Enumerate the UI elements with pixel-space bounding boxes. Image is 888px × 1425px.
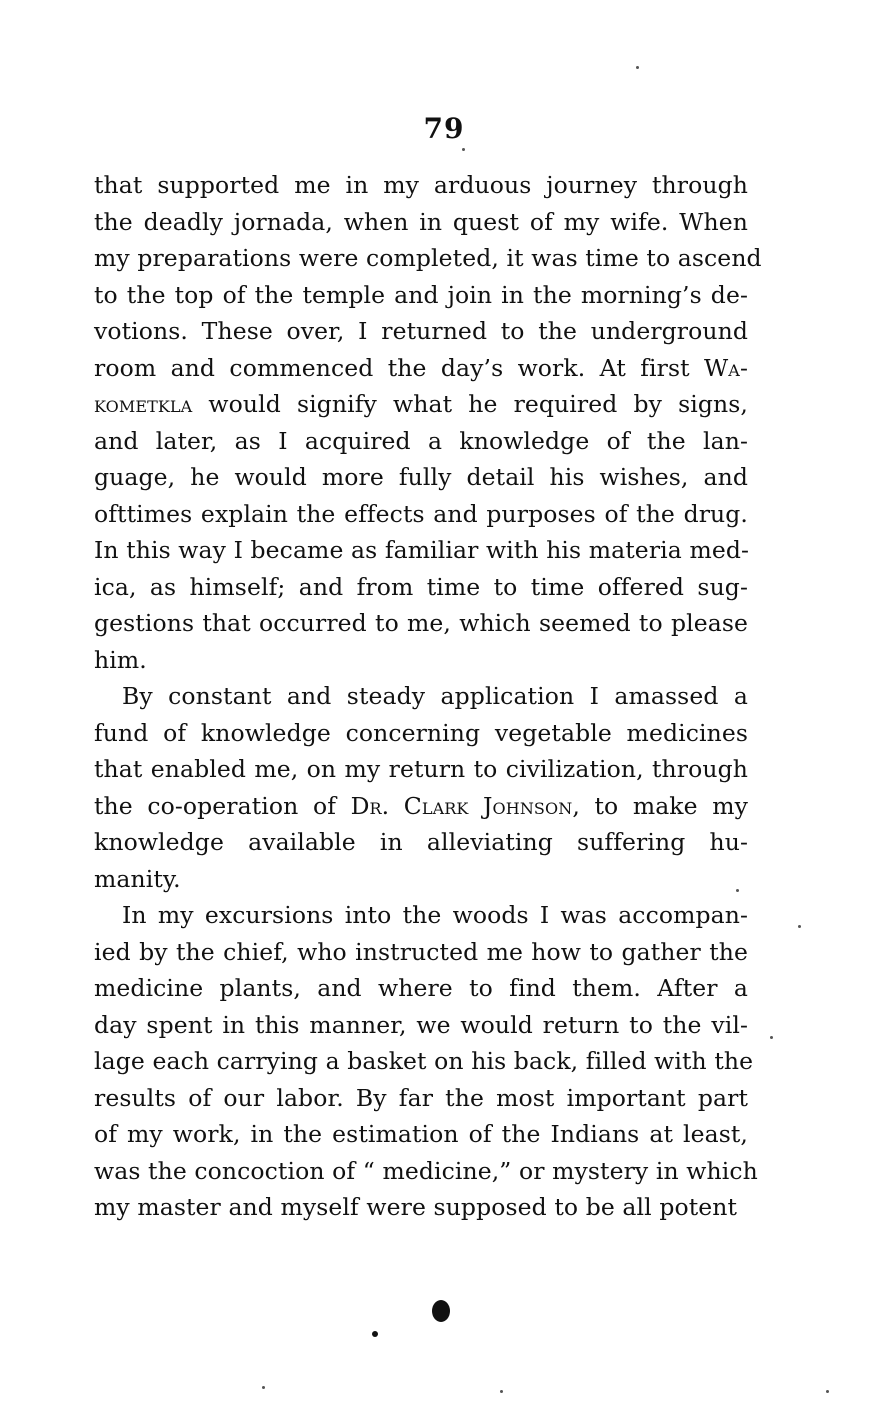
text-segment: him. xyxy=(94,645,147,674)
text-segment: ofttimes explain the effects and purposes of the drug. xyxy=(94,499,748,528)
text-line xyxy=(94,1116,748,1153)
text-segment: was the concoction of “ medicine,” or mystery in which xyxy=(94,1156,758,1185)
ink-speck xyxy=(462,148,465,151)
text-segment: gestions that occurred to me, which seemed to please xyxy=(94,609,748,637)
text-segment: of my work, in the estimation of the Indians at least, xyxy=(94,1120,748,1148)
text-line xyxy=(94,1189,748,1226)
text-segment: that supported me in my arduous journey through xyxy=(94,171,748,199)
text-segment: to the top of the temple and join in the morning’s de- xyxy=(94,280,748,309)
text-segment: room and commenced the day’s work. At first xyxy=(94,353,705,382)
text-line xyxy=(94,1153,758,1190)
text-line xyxy=(94,496,748,533)
text-line xyxy=(94,788,748,825)
text-line xyxy=(94,678,748,715)
text-segment: would signify what he required by signs, xyxy=(192,390,748,418)
text-segment: lage each carrying a basket on his back, filled with the xyxy=(94,1047,754,1075)
ink-speck xyxy=(372,1331,378,1337)
text-line xyxy=(94,240,762,277)
text-segment: ied by the chief, who instructed me how to gather the xyxy=(94,937,748,966)
text-segment: ica, as himself; and from time to time offered sug- xyxy=(94,572,748,601)
ink-speck xyxy=(262,1386,265,1389)
text-segment: the deadly jornada, when in quest of my wife. When xyxy=(94,207,748,236)
text-line xyxy=(94,459,748,496)
text-line xyxy=(94,386,748,423)
ink-speck xyxy=(500,1390,503,1393)
small-caps-name: kometkla xyxy=(94,390,193,418)
text-line xyxy=(94,751,748,788)
text-line xyxy=(94,897,748,934)
text-segment: medicine plants, and where to find them. After a xyxy=(94,974,748,1002)
text-line xyxy=(94,204,748,241)
ink-speck xyxy=(770,1036,773,1039)
text-segment: my master and myself were supposed to be all potent xyxy=(94,1193,738,1221)
body-text xyxy=(94,167,762,1226)
text-line xyxy=(94,970,748,1007)
text-segment: By constant and steady application I amassed a xyxy=(122,682,748,710)
text-line xyxy=(94,605,748,642)
text-segment: manity. xyxy=(94,864,181,893)
text-line xyxy=(94,715,748,752)
text-segment: results of our labor. By far the most important part xyxy=(94,1083,748,1112)
text-segment: and later, as I acquired a knowledge of the lan- xyxy=(94,426,748,455)
text-line xyxy=(94,861,748,898)
text-line xyxy=(94,824,748,861)
text-line xyxy=(94,532,748,569)
ink-speck xyxy=(826,1390,829,1393)
ink-blot xyxy=(432,1300,450,1322)
small-caps-name: Wa- xyxy=(704,353,748,382)
small-caps-name: Dr. Clark Johnson xyxy=(350,791,573,820)
text-segment: In this way I became as familiar with his materia med- xyxy=(94,536,750,564)
text-segment: fund of knowledge concerning vegetable medicines xyxy=(94,718,748,747)
text-segment: In my excursions into the woods I was accompan- xyxy=(122,901,748,929)
text-line xyxy=(94,642,748,679)
text-segment: my preparations were completed, it was time to ascend xyxy=(94,244,762,272)
text-line xyxy=(94,277,748,314)
text-segment: that enabled me, on my return to civilization, through xyxy=(94,755,748,783)
page-number: 79 xyxy=(423,112,465,145)
text-segment: votions. These over, I returned to the underground xyxy=(94,317,748,345)
ink-speck xyxy=(798,925,801,928)
text-line xyxy=(94,350,748,387)
ink-speck xyxy=(636,66,639,69)
text-segment: , to make my xyxy=(572,791,748,820)
text-segment: day spent in this manner, we would return to the vil- xyxy=(94,1010,748,1039)
text-segment: knowledge available in alleviating suffering hu- xyxy=(94,828,748,856)
text-line xyxy=(94,423,748,460)
text-line xyxy=(94,313,748,350)
text-line xyxy=(94,934,748,971)
text-segment: guage, he would more fully detail his wishes, and xyxy=(94,463,748,491)
text-line xyxy=(94,167,748,204)
text-line xyxy=(94,1043,754,1080)
ink-speck xyxy=(736,889,739,892)
text-line xyxy=(94,569,748,606)
text-segment: the co-operation of xyxy=(94,791,351,820)
text-line xyxy=(94,1007,748,1044)
text-line xyxy=(94,1080,748,1117)
